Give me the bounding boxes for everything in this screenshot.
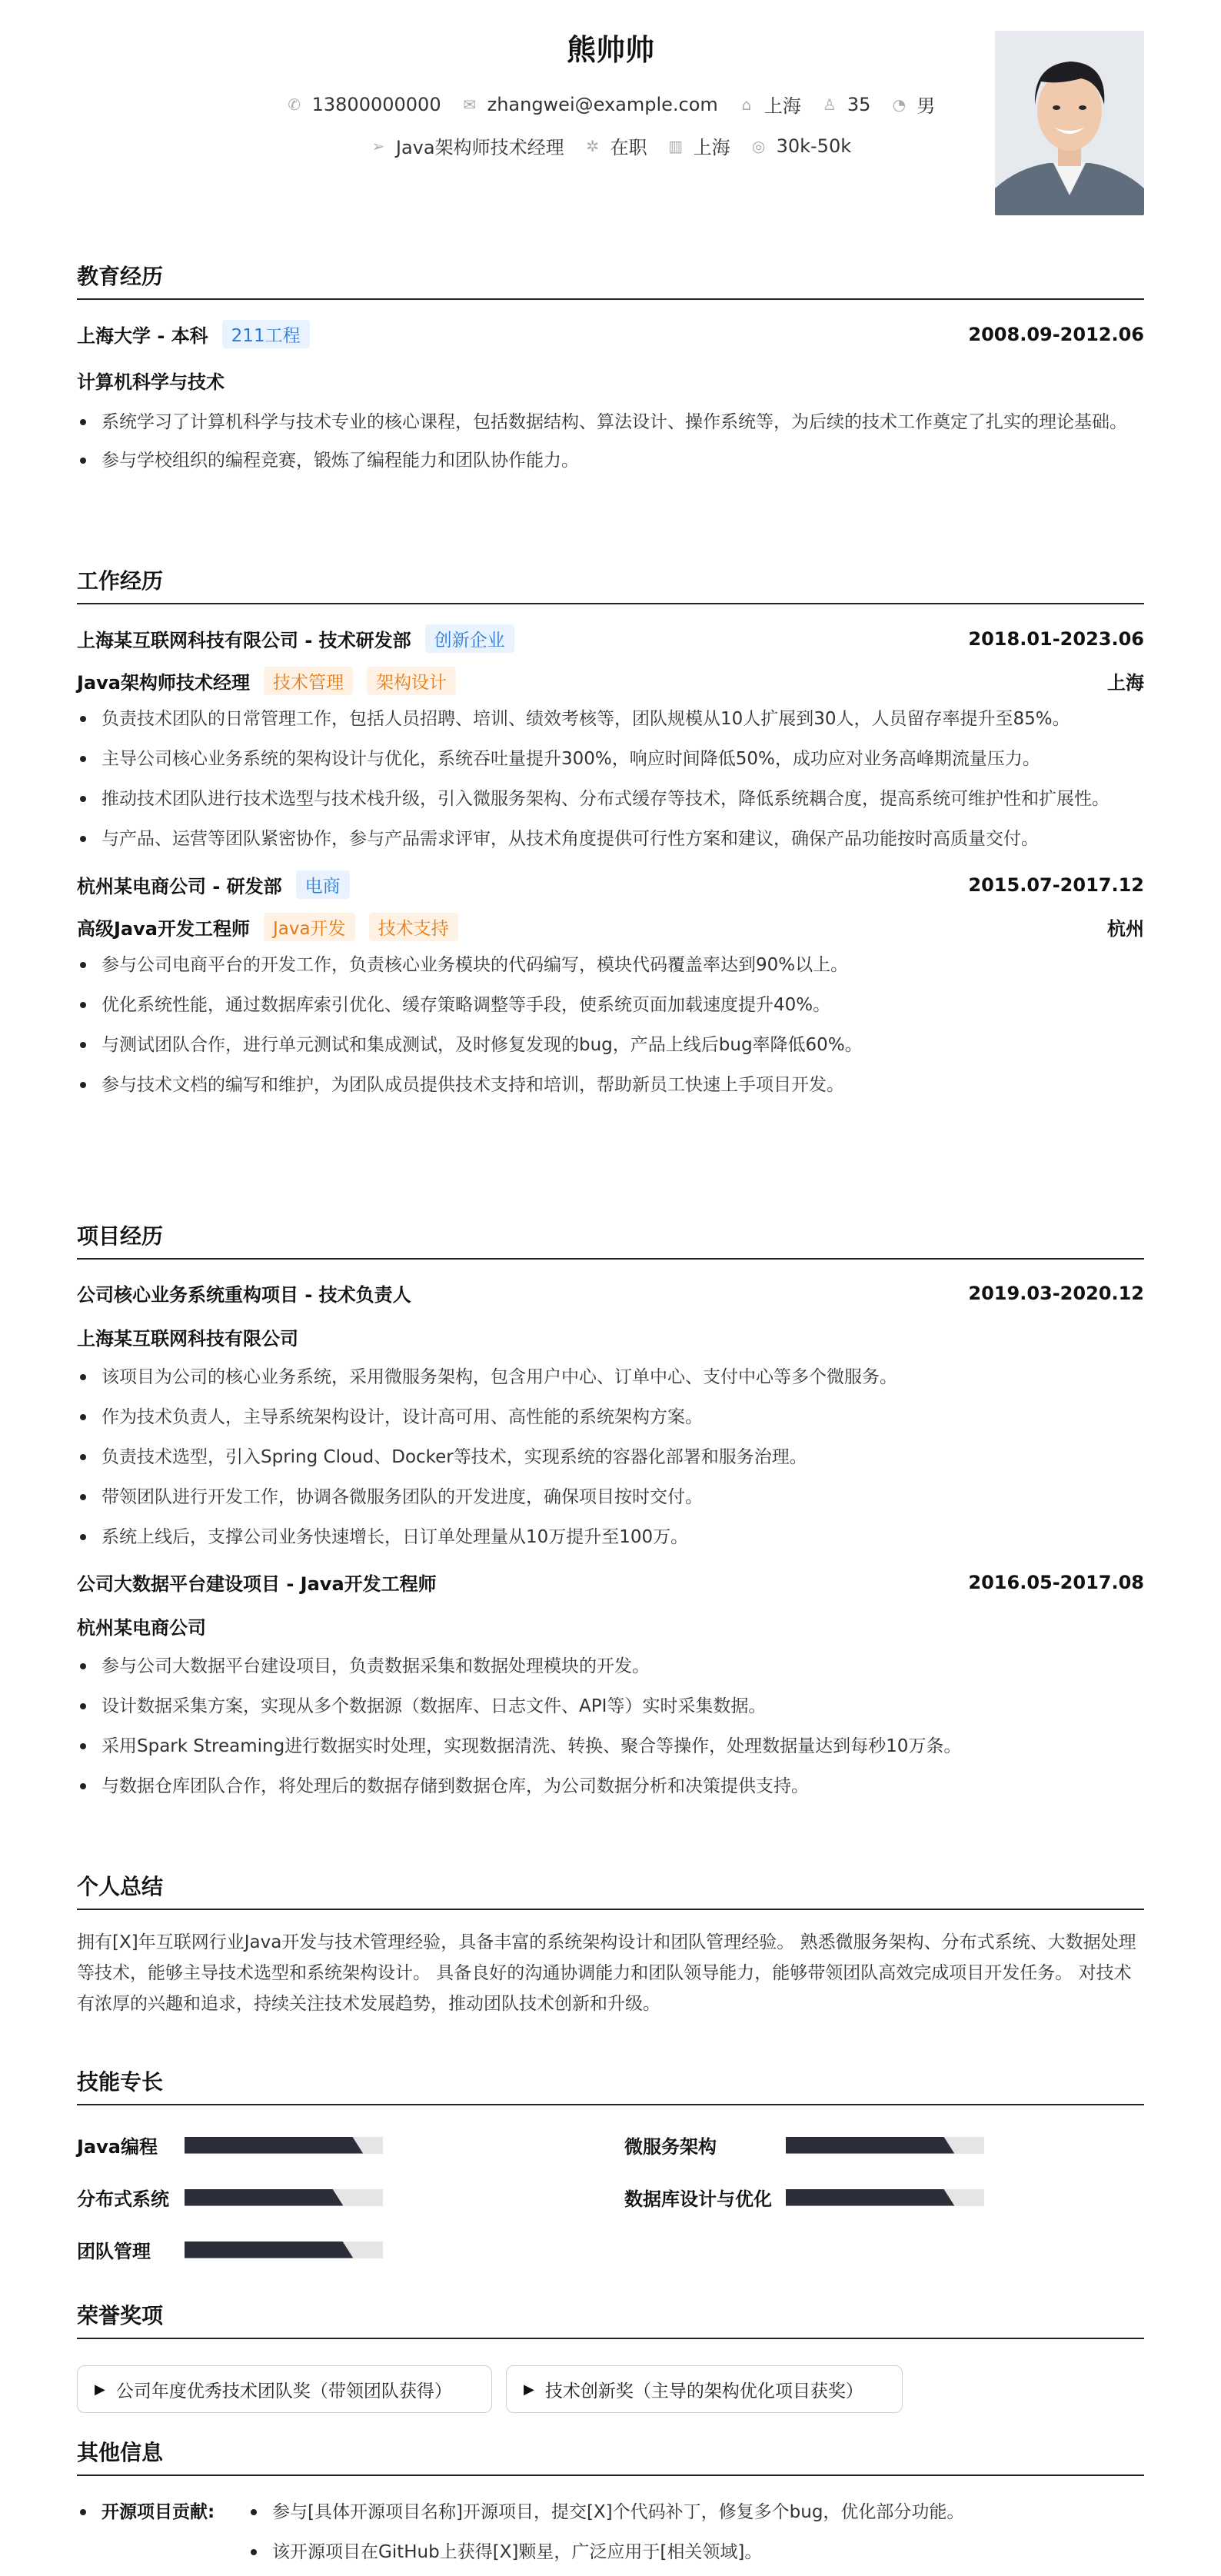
other-bullets [248,2498,964,2567]
company-tag: 电商 [296,870,350,899]
list-item: 负责技术选型，引入Spring Cloud、Docker等技术，实现系统的容器化部署和服务治理。 [77,1443,1144,1472]
skill-item [624,2184,984,2211]
honors-list [77,2365,1144,2413]
send-icon: ➢ [371,136,385,155]
skill-name: 微服务架构 [624,2136,717,2158]
school-name: 上海大学 - 本科 [77,325,208,347]
list-item: 系统学习了计算机科学与技术专业的核心课程，包括数据结构、算法设计、操作系统等，为后续的技术工作奠定了扎实的理论基础。 [77,408,1144,437]
skill-fill [185,2242,353,2258]
other-section [77,2436,1144,2567]
job-city: 上海 [1107,672,1144,694]
skill-item [624,2132,984,2158]
salary-icon: ◎ [751,136,766,155]
city-item [738,91,801,118]
role-tag: 技术管理 [264,667,353,695]
company-tag: 创新企业 [425,624,514,653]
email-item [461,94,718,115]
school-tag: 211工程 [222,320,310,348]
list-item: 与测试团队合作，进行单元测试和集成测试，及时修复发现的bug，产品上线后bug率降低60%。 [77,1030,1144,1060]
role-name: Java架构师技术经理 [77,672,250,694]
company-name: 杭州某电商公司 - 研发部 [77,876,282,897]
skills-title: 技能专长 [77,2065,1144,2105]
honors-title: 荣誉奖项 [77,2299,1144,2339]
summary-section [77,1870,1144,2019]
skill-item [77,2236,383,2263]
job-head [77,624,1144,653]
list-item: 该项目为公司的核心业务系统，采用微服务架构，包含用户中心、订单中心、支付中心等多个微服务。 [77,1363,1144,1392]
job-intent-row [77,132,1144,159]
skill-name: 团队管理 [77,2241,151,2262]
job-head [77,870,1144,899]
list-item: 参与技术文档的编写和维护，为团队成员提供技术支持和培训，帮助新员工快速上手项目开发。 [77,1070,1144,1100]
phone-icon: ✆ [288,95,301,114]
list-item: 参与公司大数据平台建设项目，负责数据采集和数据处理模块的开发。 [77,1652,1144,1681]
project-org: 杭州某电商公司 [77,1617,206,1639]
summary-text: 拥有[X]年互联网行业Java开发与技术管理经验，具备丰富的系统架构设计和团队管理经验。 熟悉微服务架构、分布式系统、大数据处理等技术，能够主导技术选型和系统架构设计。 具备良好的沟通协调能力和团队领导能力，能够带领团队高效完成项目开发任务。 对技术有浓厚的兴趣和追求，持续关注技术发展趋势，推动团队技术创新和升级。 [77,1932,1136,2014]
avatar-photo [995,31,1144,215]
age-item [821,94,871,115]
list-item: 参与[具体开源项目名称]开源项目，提交[X]个代码补丁，修复多个bug，优化部分功能。 [248,2498,964,2527]
company-name: 上海某互联网科技有限公司 - 技术研发部 [77,630,411,651]
skill-bar [185,2242,383,2258]
status-icon: ✲ [586,136,599,155]
target-role-text: Java架构师技术经理 [395,137,564,158]
skills-section [77,2065,1144,2265]
job-bullets [77,704,1144,854]
avatar [995,31,1144,215]
education-date: 2008.09-2012.06 [968,323,1144,345]
job-date: 2015.07-2017.12 [968,874,1144,896]
skill-name: 数据库设计与优化 [624,2188,772,2210]
role-name: 高级Java开发工程师 [77,918,250,940]
honor-label: 公司年度优秀技术团队奖（带领团队获得） [115,2381,452,2401]
skill-bar [185,2137,383,2154]
status-text: 在职 [610,137,647,158]
phone-text: 13800000000 [311,93,441,115]
resume-header [77,0,1144,223]
role-head [77,667,1144,695]
skills-grid [77,2105,1144,2262]
skill-fill [185,2189,343,2206]
target-role-item [370,132,564,159]
list-item: 优化系统性能，通过数据库索引优化、缓存策略调整等手段，使系统页面加载速度提升40%。 [77,990,1144,1020]
honor-label: 技术创新奖（主导的架构优化项目获奖） [544,2381,863,2401]
education-head [77,320,1144,348]
work-title: 工作经历 [77,564,1144,604]
projects-title: 项目经历 [77,1220,1144,1260]
education-section [77,260,1144,475]
work-city-text: 上海 [693,137,730,158]
list-item: 与产品、运营等团队紧密协作，参与产品需求评审，从技术角度提供可行性方案和建议，确保产品功能按时高质量交付。 [77,824,1144,854]
list-item: 推动技术团队进行技术选型与技术栈升级，引入微服务架构、分布式缓存等技术，降低系统耦合度，提高系统可维护性和扩展性。 [77,784,1144,814]
project-org: 上海某互联网科技有限公司 [77,1328,298,1350]
home-icon: ⌂ [741,95,752,114]
candidate-name: 熊帅帅 [566,33,654,67]
play-icon: ▶ [95,2381,105,2398]
project-head [77,1569,1144,1596]
major-name: 计算机科学与技术 [77,371,225,393]
skill-item [77,2184,383,2211]
skill-bar [786,2137,984,2154]
list-item: 系统上线后，支撑公司业务快速增长，日订单处理量从10万提升至100万。 [77,1523,1144,1552]
list-item: 该开源项目在GitHub上获得[X]颗星，广泛应用于[相关领域]。 [248,2538,964,2567]
mail-icon: ✉ [463,95,476,114]
age-text: 35 [847,93,871,115]
other-label-wrap [77,2498,248,2567]
bullet-dot [80,2509,86,2515]
building-icon: ▥ [668,136,684,155]
project-head [77,1280,1144,1306]
honors-section [77,2299,1144,2415]
email-text: zhangwei@example.com [487,93,718,115]
summary-title: 个人总结 [77,1870,1144,1910]
skill-fill [786,2137,954,2154]
role-tag: Java开发 [264,913,355,941]
list-item: 作为技术负责人，主导系统架构设计，设计高可用、高性能的系统架构方案。 [77,1403,1144,1432]
projects-section [77,1220,1144,1801]
salary-text: 30k-50k [776,135,852,157]
skill-bar [786,2189,984,2206]
skill-item [77,2132,383,2158]
education-title: 教育经历 [77,260,1144,300]
play-icon: ▶ [524,2381,534,2398]
project-date: 2019.03-2020.12 [968,1282,1144,1304]
skill-name: 分布式系统 [77,2188,169,2210]
education-bullets [77,408,1144,475]
job-bullets [77,950,1144,1100]
work-section [77,564,1144,1100]
phone-item [286,94,441,115]
gender-text: 男 [917,95,936,117]
list-item: 与数据仓库团队合作，将处理后的数据存储到数据仓库，为公司数据分析和决策提供支持。 [77,1772,1144,1801]
project-date: 2016.05-2017.08 [968,1571,1144,1593]
project-name: 公司核心业务系统重构项目 - 技术负责人 [77,1284,411,1306]
skill-name: Java编程 [77,2136,158,2158]
list-item: 采用Spark Streaming进行数据实时处理，实现数据清洗、转换、聚合等操作，处理数据量达到每秒10万条。 [77,1732,1144,1761]
role-head [77,913,1144,941]
list-item: 参与公司电商平台的开发工作，负责核心业务模块的代码编写，模块代码覆盖率达到90%以上。 [77,950,1144,980]
list-item: 设计数据采集方案，实现从多个数据源（数据库、日志文件、API等）实时采集数据。 [77,1692,1144,1721]
honor-item[interactable] [77,2365,492,2413]
gender-icon: ◔ [892,95,907,114]
role-tag: 架构设计 [367,667,456,695]
job-city: 杭州 [1107,918,1144,940]
project-bullets [77,1652,1144,1801]
skill-fill [786,2189,954,2206]
skill-fill [185,2137,363,2154]
gender-item [890,91,935,118]
honor-item[interactable] [506,2365,903,2413]
list-item: 主导公司核心业务系统的架构设计与优化，系统吞吐量提升300%，响应时间降低50%，成功应对业务高峰期流量压力。 [77,744,1144,774]
project-name: 公司大数据平台建设项目 - Java开发工程师 [77,1573,437,1595]
age-icon: ♙ [822,95,837,114]
salary-item [750,135,852,157]
other-title: 其他信息 [77,2436,1144,2476]
list-item: 负责技术团队的日常管理工作，包括人员招聘、培训、绩效考核等，团队规模从10人扩展到30人，人员留存率提升至85%。 [77,704,1144,734]
work-city-item [667,132,730,159]
other-row [77,2498,1144,2567]
list-item: 带领团队进行开发工作，协调各微服务团队的开发进度，确保项目按时交付。 [77,1483,1144,1512]
skill-bar [185,2189,383,2206]
role-tag: 技术支持 [369,913,458,941]
list-item: 参与学校组织的编程竞赛，锻炼了编程能力和团队协作能力。 [77,446,1144,475]
project-bullets [77,1363,1144,1552]
contact-row [77,91,1144,118]
other-label: 开源项目贡献: [101,2502,215,2522]
job-date: 2018.01-2023.06 [968,627,1144,650]
city-text: 上海 [764,95,801,117]
status-item [584,132,647,159]
